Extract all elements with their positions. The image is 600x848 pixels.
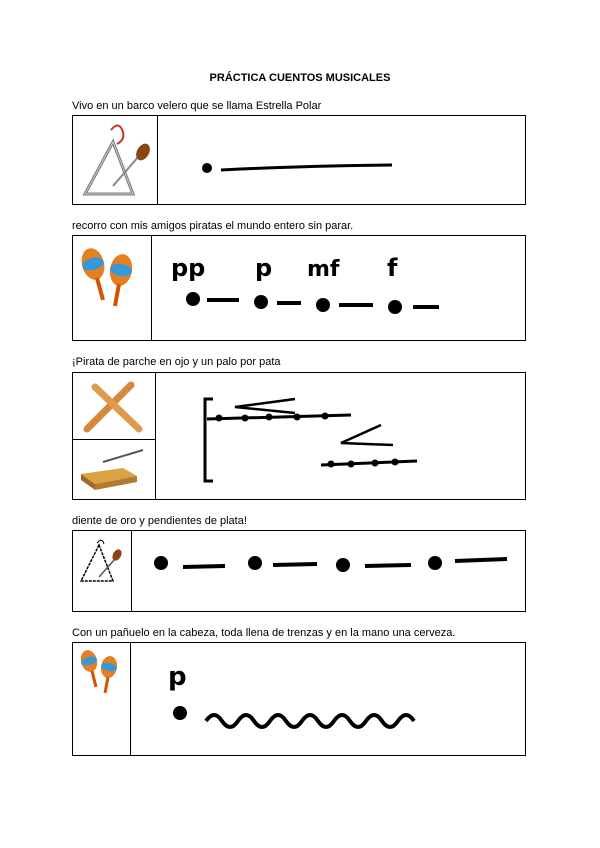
exercise-box-4	[72, 530, 526, 612]
exercise-box-1	[72, 115, 526, 205]
instrument-cell	[73, 373, 156, 499]
sustain-line	[221, 165, 392, 170]
score-area	[155, 373, 525, 499]
dynamic-p: p	[168, 662, 187, 692]
claves-icon	[73, 373, 155, 439]
score-area	[151, 236, 525, 340]
score-notation	[151, 236, 525, 340]
exercise-box-2	[72, 235, 526, 341]
caption-1: Vivo en un barco velero que se llama Estrella Polar	[72, 100, 322, 112]
decrescendo	[235, 399, 295, 413]
triangle-icon	[73, 531, 131, 611]
score-notation	[130, 643, 525, 755]
score-notation	[155, 373, 525, 499]
dynamic-p: p	[255, 254, 273, 282]
note-dot	[202, 163, 212, 173]
system-bracket	[205, 399, 213, 481]
tremolo-wave	[206, 715, 414, 727]
caption-4: diente de oro y pendientes de plata!	[72, 515, 247, 527]
caption-3: ¡Pirata de parche en ojo y un palo por pata	[72, 356, 281, 368]
score-area	[157, 116, 525, 204]
dynamic-pp: pp	[171, 254, 206, 282]
exercise-box-5	[72, 642, 526, 756]
triangle-icon	[73, 116, 157, 204]
caption-2: recorro con mis amigos piratas el mundo entero sin parar.	[72, 220, 354, 232]
score-area	[130, 643, 525, 755]
crescendo	[341, 425, 393, 445]
instrument-cell	[73, 643, 131, 755]
page-title: PRÁCTICA CUENTOS MUSICALES	[209, 72, 391, 84]
exercise-box-3	[72, 372, 526, 500]
instrument-cell	[73, 236, 152, 340]
maracas-icon	[73, 236, 151, 340]
dynamic-mf: mf	[307, 257, 340, 282]
score-area	[131, 531, 525, 611]
dynamic-f: f	[387, 254, 398, 282]
score-notation	[157, 116, 525, 204]
maracas-icon	[73, 643, 130, 755]
caption-5: Con un pañuelo en la cabeza, toda llena de trenzas y en la mano una cerveza.	[72, 627, 456, 639]
instrument-cell	[73, 531, 132, 611]
instrument-cell	[73, 116, 158, 204]
woodblock-icon	[73, 440, 155, 498]
score-notation	[131, 531, 525, 611]
